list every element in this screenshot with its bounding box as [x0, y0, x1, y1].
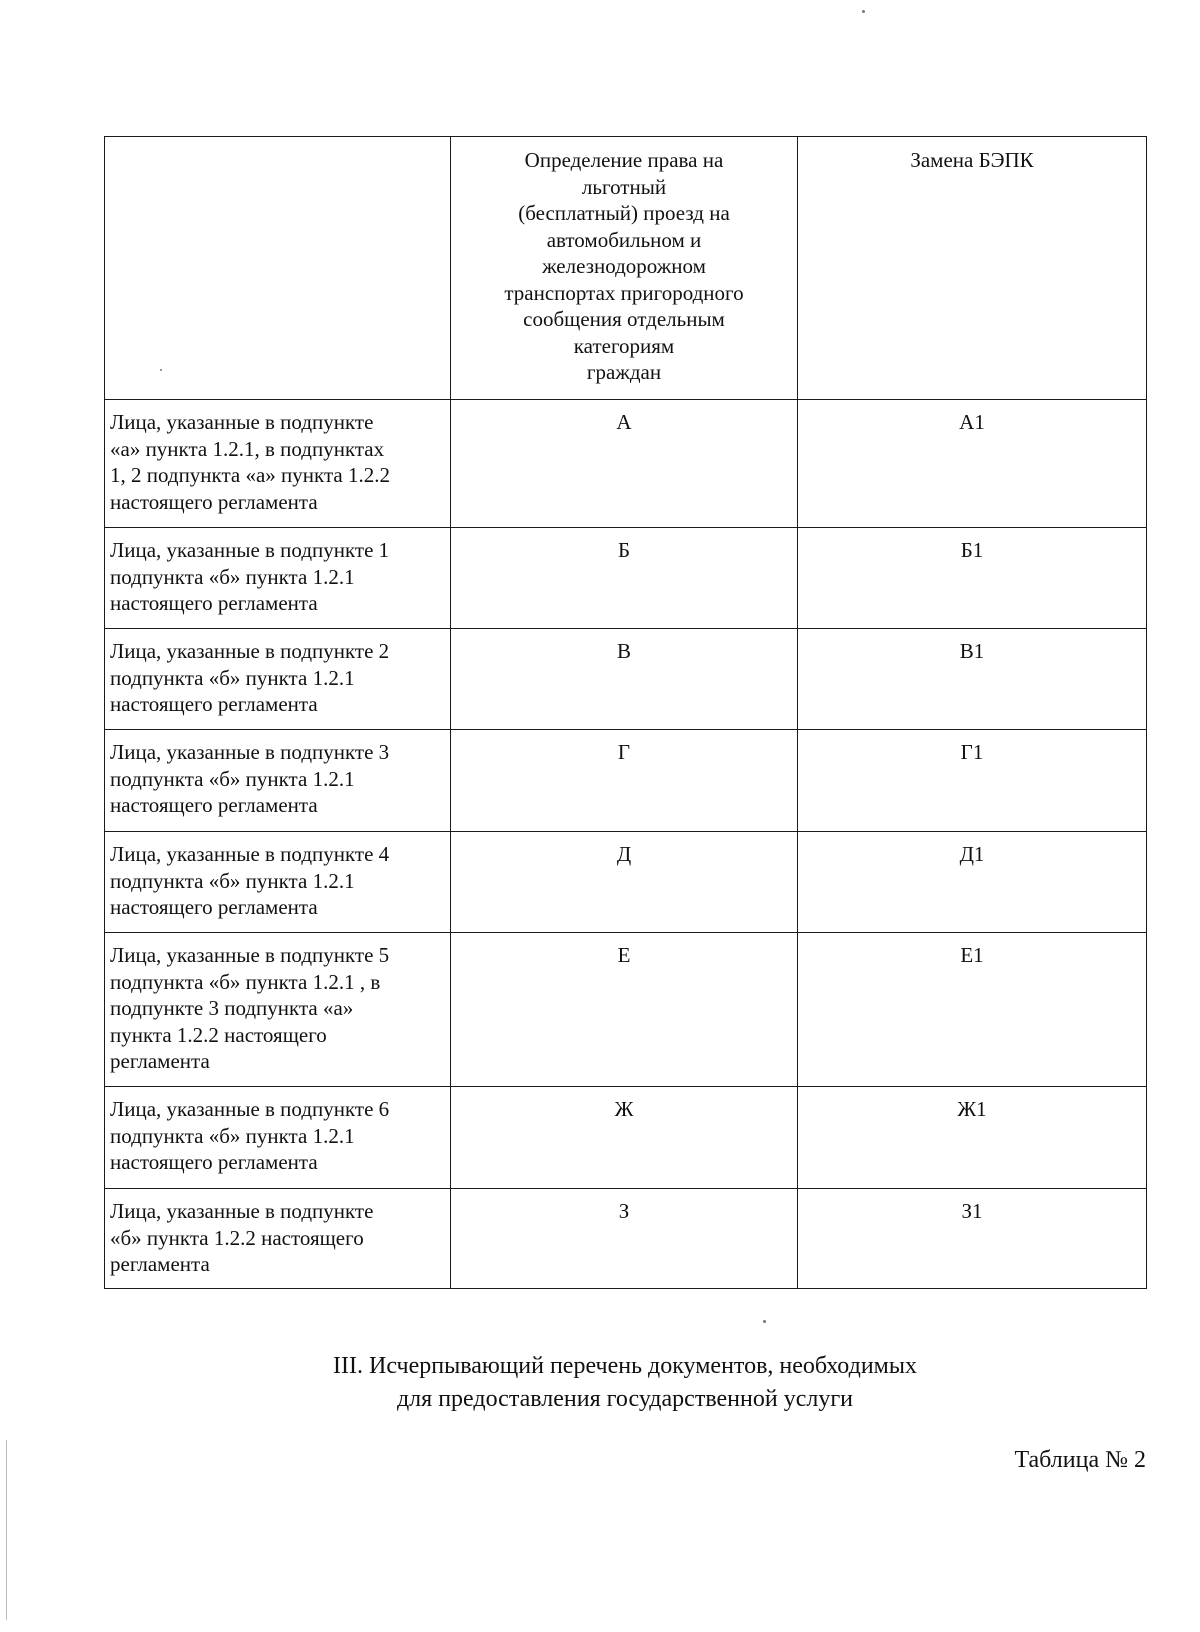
- table-row: [105, 832, 1147, 933]
- table-row: [105, 730, 1147, 832]
- table-header-row: [105, 137, 1147, 400]
- table-row: [105, 400, 1147, 528]
- table-row: [105, 1087, 1147, 1189]
- header-cell-right-determination: [451, 137, 798, 400]
- table-row: [105, 933, 1147, 1087]
- row-replacement-code: З1: [798, 1189, 1147, 1289]
- row-label: Лица, указанные в подпункте 6 подпункта «б» пункта 1.2.1 настоящего регламента: [105, 1087, 451, 1189]
- row-replacement-code: Г1: [798, 730, 1147, 832]
- row-label: Лица, указанные в подпункте 5 подпункта «б» пункта 1.2.1 , в подпункте 3 подпункта «а» пункта 1.2.2 настоящего регламента: [105, 933, 451, 1087]
- section-title: III. Исчерпывающий перечень документов, необходимых для предоставления государственной услуги: [333, 1353, 917, 1412]
- row-replacement-code: Ж1: [798, 1087, 1147, 1189]
- row-label: Лица, указанные в подпункте 4 подпункта «б» пункта 1.2.1 настоящего регламента: [105, 832, 451, 933]
- header-cell-empty: [105, 137, 451, 400]
- row-label: Лица, указанные в подпункте 3 подпункта «б» пункта 1.2.1 настоящего регламента: [105, 730, 451, 832]
- row-label: Лица, указанные в подпункте 2 подпункта «б» пункта 1.2.1 настоящего регламента: [105, 629, 451, 730]
- table-row: [105, 528, 1147, 629]
- row-code: Г: [451, 730, 798, 832]
- row-label: Лица, указанные в подпункте «б» пункта 1.2.2 настоящего регламента: [105, 1189, 451, 1289]
- scan-edge-line: [6, 1440, 7, 1620]
- row-code: Д: [451, 832, 798, 933]
- row-replacement-code: В1: [798, 629, 1147, 730]
- row-label: Лица, указанные в подпункте «а» пункта 1.2.1, в подпунктах 1, 2 подпункта «а» пункта 1.2.2 настоящего регламента: [105, 400, 451, 528]
- table-row: [105, 1189, 1147, 1289]
- row-code: Ж: [451, 1087, 798, 1189]
- row-replacement-code: Д1: [798, 832, 1147, 933]
- row-code: Б: [451, 528, 798, 629]
- row-code: Е: [451, 933, 798, 1087]
- table-caption: Таблица № 2: [1014, 1447, 1146, 1473]
- scan-speck: [862, 10, 865, 13]
- header-right-determination-text: Определение права на льготный (бесплатный) проезд на автомобильном и железнодорожном транспортах пригородного сообщения отдельным категориям граждан: [504, 148, 744, 384]
- header-cell-card-replacement: [798, 137, 1147, 400]
- row-replacement-code: Е1: [798, 933, 1147, 1087]
- scan-speck: [763, 1320, 766, 1323]
- row-code: З: [451, 1189, 798, 1289]
- row-label: Лица, указанные в подпункте 1 подпункта «б» пункта 1.2.1 настоящего регламента: [105, 528, 451, 629]
- header-empty-text: [105, 137, 450, 147]
- row-replacement-code: А1: [798, 400, 1147, 528]
- row-replacement-code: Б1: [798, 528, 1147, 629]
- header-card-replacement-text: Замена БЭПК: [910, 148, 1034, 172]
- row-code: В: [451, 629, 798, 730]
- benefit-categories-table: [104, 136, 1147, 1289]
- table-row: [105, 629, 1147, 730]
- row-code: А: [451, 400, 798, 528]
